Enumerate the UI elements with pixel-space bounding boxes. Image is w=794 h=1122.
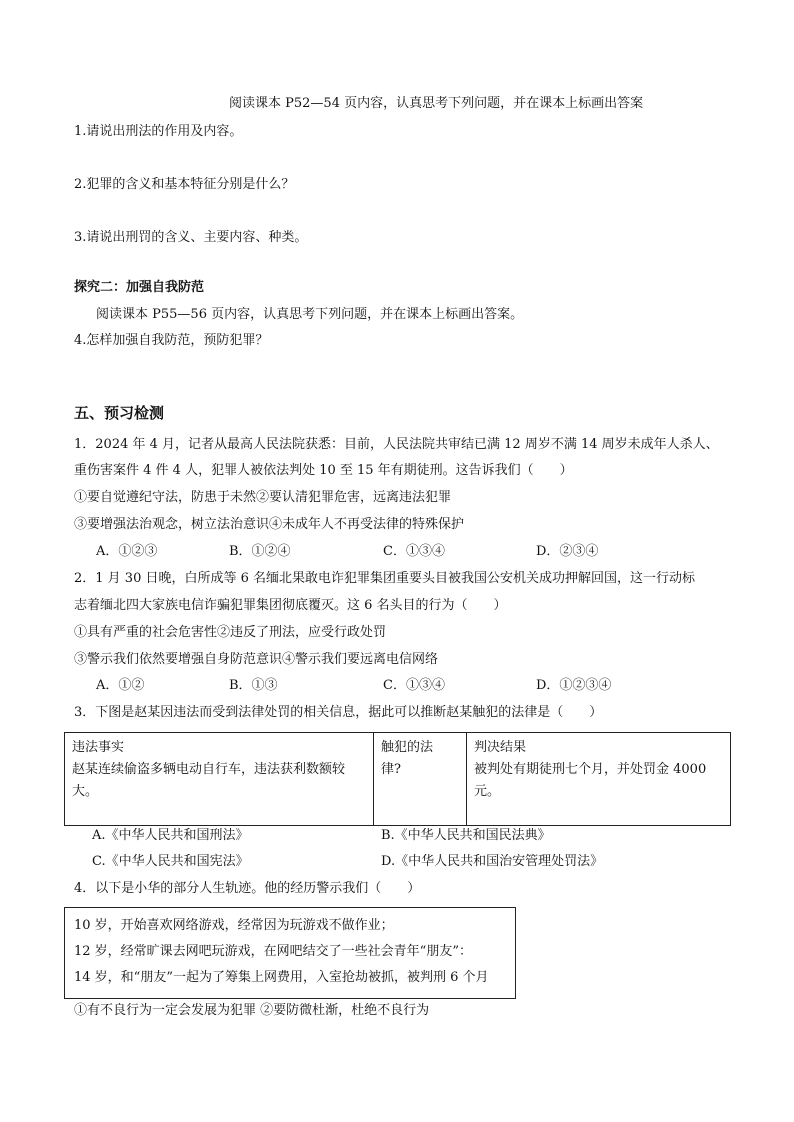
mc1-option-b: B．①②④: [229, 544, 291, 559]
facts-line1: 赵某连续偷盗多辆电动自行车，违法获利数额较: [72, 762, 346, 777]
question-3: 3.请说出刑罚的含义、主要内容、种类。: [74, 230, 308, 245]
mc3-info-table: [64, 732, 731, 826]
mc1-statements-line2: ③要增强法治观念，树立法治意识④未成年人不再受法律的特殊保护: [74, 517, 465, 532]
mc1-statements-line1: ①要自觉遵纪守法，防患于未然②要认清犯罪危害，远离违法犯罪: [74, 490, 452, 505]
law-line2: 律?: [381, 762, 401, 777]
mc4-stem: 4．以下是小华的部分人生轨迹。他的经历警示我们（ ）: [74, 881, 421, 896]
verdict-header: 判决结果: [474, 740, 527, 755]
table-cell-verdict: [467, 733, 731, 826]
mc1-stem-line2: 重伤害案件 4 件 4 人，犯罪人被依法判处 10 至 15 年有期徒刑。这告诉我们（ ）: [74, 463, 573, 478]
mc2-statements-line2: ③警示我们依然要增强自身防范意识④警示我们要远离电信网络: [74, 652, 439, 667]
question-2: 2.犯罪的含义和基本特征分别是什么？: [74, 177, 295, 192]
mc1-option-a: A．①②③: [96, 544, 158, 559]
facts-line2: 大。: [72, 784, 99, 799]
life-track-line1: 10 岁，开始喜欢网络游戏，经常因为玩游戏不做作业；: [74, 918, 394, 933]
explore-2-title: 探究二：加强自我防范: [74, 280, 205, 295]
section-5-title: 五、预习检测: [74, 404, 165, 422]
life-track-line2: 12 岁，经常旷课去网吧玩游戏，在网吧结交了一些社会青年“朋友”：: [74, 944, 472, 959]
mc2-stem-line1: 2．1 月 30 日晚，白所成等 6 名缅北果敢电诈犯罪集团重要头目被我国公安机关成功押解回国，这一行动标: [74, 571, 696, 586]
mc2-option-d: D．①②③④: [536, 678, 612, 693]
mc2-option-c: C．①③④: [383, 678, 445, 693]
mc1-option-d: D．②③④: [536, 544, 599, 559]
mc3-option-d: D.《中华人民共和国治安管理处罚法》: [381, 854, 604, 869]
mc2-option-b: B．①③: [229, 678, 278, 693]
mc3-option-a: A.《中华人民共和国刑法》: [92, 828, 249, 843]
verdict-line2: 元。: [474, 784, 501, 799]
life-track-line3: 14 岁，和“朋友”一起为了筹集上网费用，入室抢劫被抓，被判刑 6 个月: [74, 970, 489, 985]
verdict-line1: 被判处有期徒刑七个月，并处罚金 4000: [474, 762, 707, 777]
mc1-option-c: C．①③④: [383, 544, 445, 559]
mc4-life-track-box: [64, 907, 516, 999]
mc1-stem-line1: 1．2024 年 4 月，记者从最高人民法院获悉：目前，人民法院共审结已满 12 周岁不满 14 周岁未成年人杀人、: [74, 437, 719, 452]
reading-intro-1: 阅读课本 P52—54 页内容，认真思考下列问题，并在课本上标画出答案: [229, 96, 644, 111]
mc3-stem: 3．下图是赵某因违法而受到法律处罚的相关信息，据此可以推断赵某触犯的法律是（ ）: [74, 705, 603, 720]
question-4: 4.怎样加强自我防范，预防犯罪？: [74, 333, 269, 348]
mc2-option-a: A．①②: [96, 678, 145, 693]
facts-header: 违法事实: [72, 740, 125, 755]
mc3-option-b: B.《中华人民共和国民法典》: [381, 828, 551, 843]
question-1: 1.请说出刑法的作用及内容。: [74, 124, 243, 139]
table-cell-law: [374, 733, 467, 826]
reading-intro-2: 阅读课本 P55—56 页内容，认真思考下列问题，并在课本上标画出答案。: [96, 307, 524, 322]
mc4-statements-line1: ①有不良行为一定会发展为犯罪 ②要防微杜渐，杜绝不良行为: [74, 1003, 430, 1018]
mc2-statements-line1: ①具有严重的社会危害性②违反了刑法，应受行政处罚: [74, 625, 387, 640]
table-cell-facts: [65, 733, 374, 826]
mc2-stem-line2: 志着缅北四大家族电信诈骗犯罪集团彻底覆灭。这 6 名头目的行为（ ）: [74, 598, 507, 613]
law-line1: 触犯的法: [381, 740, 434, 755]
mc3-option-c: C.《中华人民共和国宪法》: [92, 854, 249, 869]
